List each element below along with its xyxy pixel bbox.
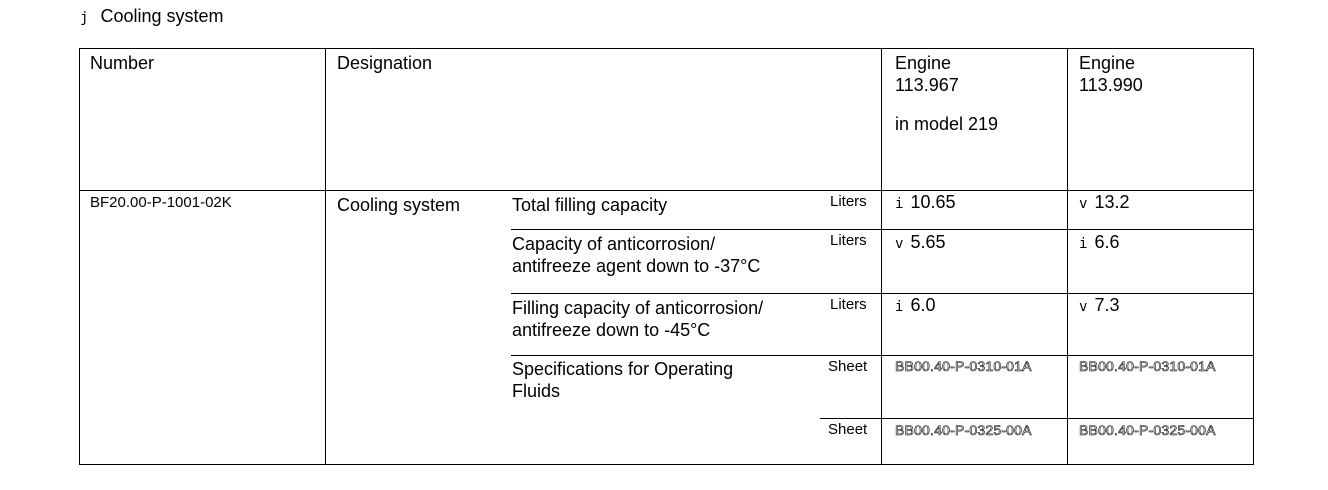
item-1-description: Total filling capacity [512,195,668,215]
col-divider-1 [325,48,326,465]
item-2-marker-2: i [1079,236,1088,252]
item-4-description: Specifications for Operating Fluids [512,359,734,401]
item-3-marker-2: v [1079,299,1088,315]
table-border-right [1253,48,1254,465]
table-border-left [79,48,80,465]
engine-2-label: Engine [1079,53,1136,73]
item-1-value-2: v 13.2 [1079,191,1129,215]
row-divider-3 [511,355,1254,356]
item-3-description: Filling capacity of anticorrosion/ antifreeze down to -45°C [512,298,764,340]
item-2-value-1: v 5.65 [895,231,945,255]
engine-2-code: 113.990 [1079,75,1143,95]
engine-1-note: in model 219 [895,114,999,134]
section-marker: j [80,10,89,26]
section-heading [80,5,224,29]
item-5-unit: Sheet [828,421,868,438]
table-border-bottom [79,464,1254,465]
item-3-value-2: v 7.3 [1079,294,1119,318]
item-2-value-2: i 6.6 [1079,231,1119,255]
section-title: Cooling system [100,6,224,26]
header-divider [79,190,1254,191]
col-divider-2 [881,48,882,465]
item-3-unit: Liters [830,296,867,313]
header-engine-1 [895,52,998,135]
col-divider-3 [1067,48,1068,465]
row-divider-2 [511,293,1254,294]
row-group: Cooling system [337,195,461,215]
item-1-marker-1: i [895,196,904,212]
engine-1-label: Engine [895,53,952,73]
header-designation: Designation [337,53,433,73]
item-2-marker-1: v [895,236,904,252]
row-number: BF20.00-P-1001-02K [90,194,232,211]
item-1-value-1: i 10.65 [895,191,955,215]
engine-1-code: 113.967 [895,75,959,95]
item-5-sheet-link-2[interactable]: BB00.40-P-0325-00A [1079,422,1216,438]
row-divider-4 [820,418,1254,419]
header-engine-2 [1079,52,1143,96]
header-number: Number [90,53,155,73]
item-5-sheet-link-1[interactable]: BB00.40-P-0325-00A [895,422,1032,438]
item-2-description: Capacity of anticorrosion/ antifreeze agent down to -37°C [512,234,761,276]
item-1-unit: Liters [830,193,867,210]
item-3-value-1: i 6.0 [895,294,935,318]
item-4-unit: Sheet [828,358,868,375]
row-divider-1 [511,229,1254,230]
item-3-marker-1: i [895,299,904,315]
table-border-top [79,48,1254,49]
item-4-sheet-link-1[interactable]: BB00.40-P-0310-01A [895,358,1032,374]
item-4-sheet-link-2[interactable]: BB00.40-P-0310-01A [1079,358,1216,374]
item-1-marker-2: v [1079,196,1088,212]
item-2-unit: Liters [830,232,867,249]
